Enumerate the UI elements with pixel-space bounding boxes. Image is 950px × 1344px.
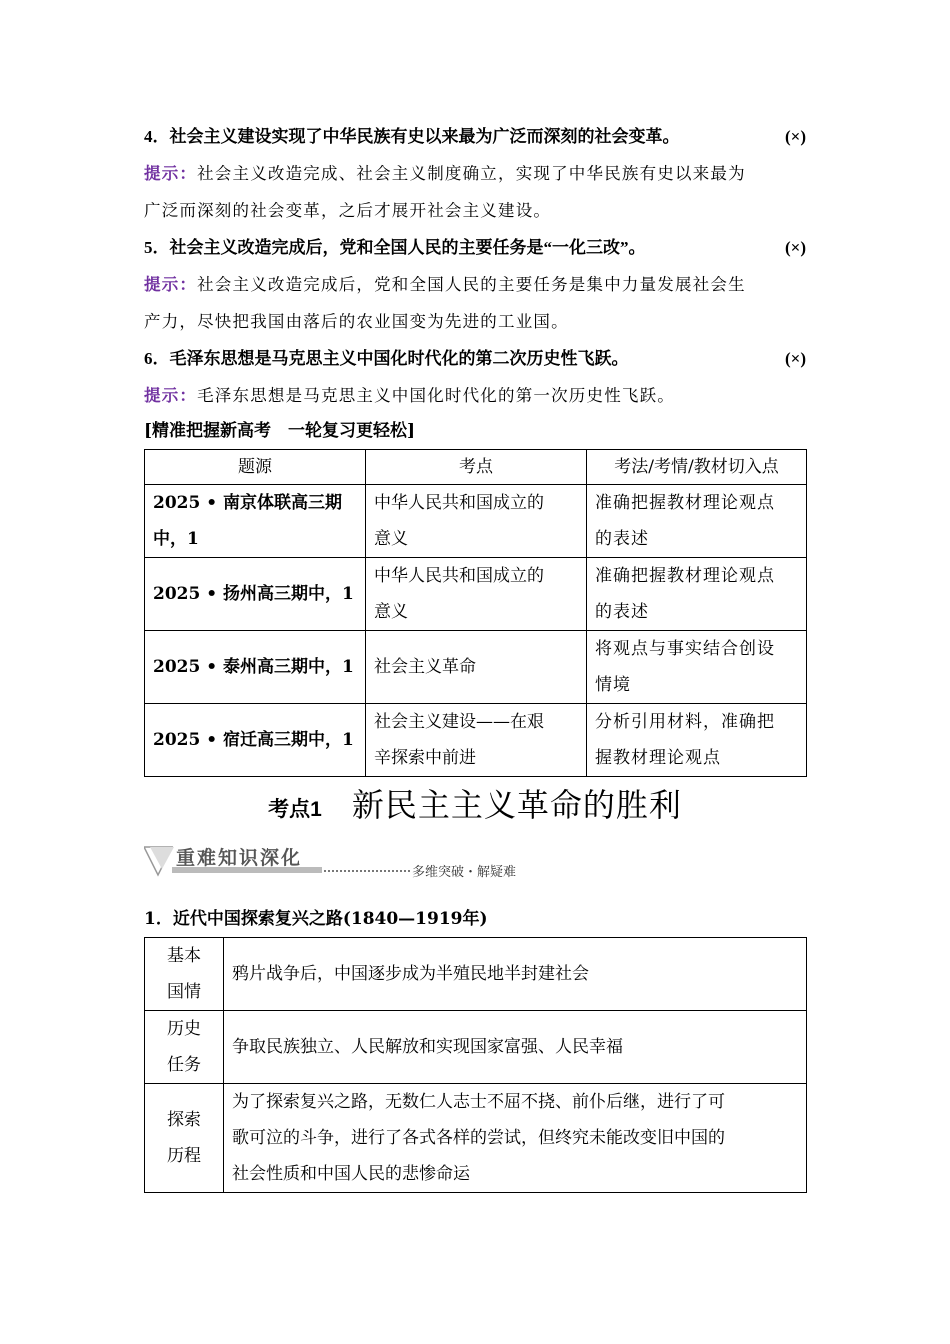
cell-line: 准确把握教材理论观点	[595, 566, 775, 586]
table-row	[145, 938, 807, 1011]
table-row	[145, 631, 807, 704]
cell-line: 中华人民共和国成立的	[374, 493, 544, 513]
cell-line: 辛探索中前进	[374, 748, 476, 768]
hint-text: 社会主义改造完成、社会主义制度确立，实现了中华民族有史以来最为	[197, 164, 746, 183]
cell-line: 分析引用材料，准确把	[595, 712, 775, 732]
source-cell: 2025 • 宿迁高三期中，1	[145, 704, 366, 777]
answer-mark: (×)	[784, 238, 806, 257]
exam-source-table	[144, 449, 807, 777]
hint-label: 提示：	[144, 386, 198, 405]
cell-line: 的表述	[595, 529, 649, 549]
cell-line: 意义	[374, 529, 408, 549]
kaodian-label: 考点1	[268, 798, 322, 821]
table-row	[145, 1011, 807, 1084]
question-number: 6．	[144, 349, 170, 368]
hint-6	[144, 377, 806, 414]
row-label	[145, 1011, 224, 1084]
table-row	[145, 1084, 807, 1193]
hint-label: 提示：	[144, 164, 198, 183]
label-line: 基本	[167, 946, 201, 966]
row-label	[145, 1084, 224, 1193]
table-row	[145, 485, 807, 558]
banner-dotted-line	[324, 870, 410, 872]
cell-line: 社会主义建设——在艰	[374, 712, 544, 732]
cell-line: 将观点与事实结合创设	[595, 639, 775, 659]
hint-label: 提示：	[144, 275, 198, 294]
hint-5-continued: 产力，尽快把我国由落后的农业国变为先进的工业国。	[144, 312, 569, 331]
cell-line: 中，1	[153, 529, 199, 549]
header-cell: 考法/考情/教材切入点	[587, 450, 807, 485]
kaodian-title	[144, 779, 806, 831]
label-line: 任务	[167, 1055, 201, 1075]
hint-5	[144, 266, 806, 303]
table-row	[145, 704, 807, 777]
method-cell	[587, 485, 807, 558]
value-line: 歌可泣的斗争，进行了各式各样的尝试，但终究未能改变旧中国的	[232, 1128, 725, 1148]
question-5	[144, 229, 806, 266]
method-cell	[587, 704, 807, 777]
hint-4-continued: 广泛而深刻的社会变革，之后才展开社会主义建设。	[144, 201, 552, 220]
label-line: 国情	[167, 982, 201, 1002]
point-cell: 社会主义革命	[366, 631, 587, 704]
banner-subtitle: 多维突破・解疑难	[412, 864, 517, 879]
question-6	[144, 340, 806, 377]
label-line: 历史	[167, 1019, 201, 1039]
source-cell: 2025 • 泰州高三期中，1	[145, 631, 366, 704]
revival-info-table	[144, 937, 807, 1193]
section-bracket-title: [精准把握新高考 一轮复习更轻松]	[144, 421, 416, 441]
cell-line: 的表述	[595, 602, 649, 622]
section-banner	[144, 839, 806, 891]
section-1-title: 1．近代中国探索复兴之路(1840—1919年)	[144, 909, 488, 929]
method-cell	[587, 558, 807, 631]
question-number: 4．	[144, 127, 170, 146]
kaodian-heading: 新民主主义革命的胜利	[351, 787, 682, 823]
header-cell: 题源	[145, 450, 366, 485]
value-line: 社会性质和中国人民的悲惨命运	[232, 1164, 470, 1184]
question-text: 社会主义改造完成后，党和全国人民的主要任务是“一化三改”。	[169, 238, 646, 257]
answer-mark: (×)	[784, 127, 806, 146]
row-value: 争取民族独立、人民解放和实现国家富强、人民幸福	[224, 1011, 807, 1084]
point-cell	[366, 485, 587, 558]
hint-text: 毛泽东思想是马克思主义中国化时代化的第一次历史性飞跃。	[197, 386, 676, 405]
cell-line: 中华人民共和国成立的	[374, 566, 544, 586]
cell-line: 意义	[374, 602, 408, 622]
document-page	[144, 118, 806, 1193]
question-number: 5．	[144, 238, 170, 257]
cell-line: 2025 • 南京体联高三期	[153, 493, 343, 513]
label-line: 探索	[167, 1110, 201, 1130]
question-4	[144, 118, 806, 155]
table-row	[145, 558, 807, 631]
question-text: 社会主义建设实现了中华民族有史以来最为广泛而深刻的社会变革。	[169, 127, 680, 146]
point-cell	[366, 704, 587, 777]
hint-text: 社会主义改造完成后，党和全国人民的主要任务是集中力量发展社会生	[197, 275, 746, 294]
value-line: 为了探索复兴之路，无数仁人志士不屈不挠、前仆后继，进行了可	[232, 1092, 725, 1112]
answer-mark: (×)	[784, 349, 806, 368]
table-header-row	[145, 450, 807, 485]
row-value	[224, 1084, 807, 1193]
source-cell: 2025 • 扬州高三期中，1	[145, 558, 366, 631]
source-cell	[145, 485, 366, 558]
point-cell	[366, 558, 587, 631]
row-value: 鸦片战争后，中国逐步成为半殖民地半封建社会	[224, 938, 807, 1011]
row-label	[145, 938, 224, 1011]
cell-line: 情境	[595, 675, 631, 695]
cell-line: 握教材理论观点	[595, 748, 721, 768]
method-cell	[587, 631, 807, 704]
cell-line: 准确把握教材理论观点	[595, 493, 775, 513]
hint-4	[144, 155, 806, 192]
header-cell: 考点	[366, 450, 587, 485]
banner-title: 重难知识深化	[176, 848, 303, 869]
question-text: 毛泽东思想是马克思主义中国化时代化的第二次历史性飞跃。	[169, 349, 629, 368]
label-line: 历程	[167, 1146, 201, 1166]
